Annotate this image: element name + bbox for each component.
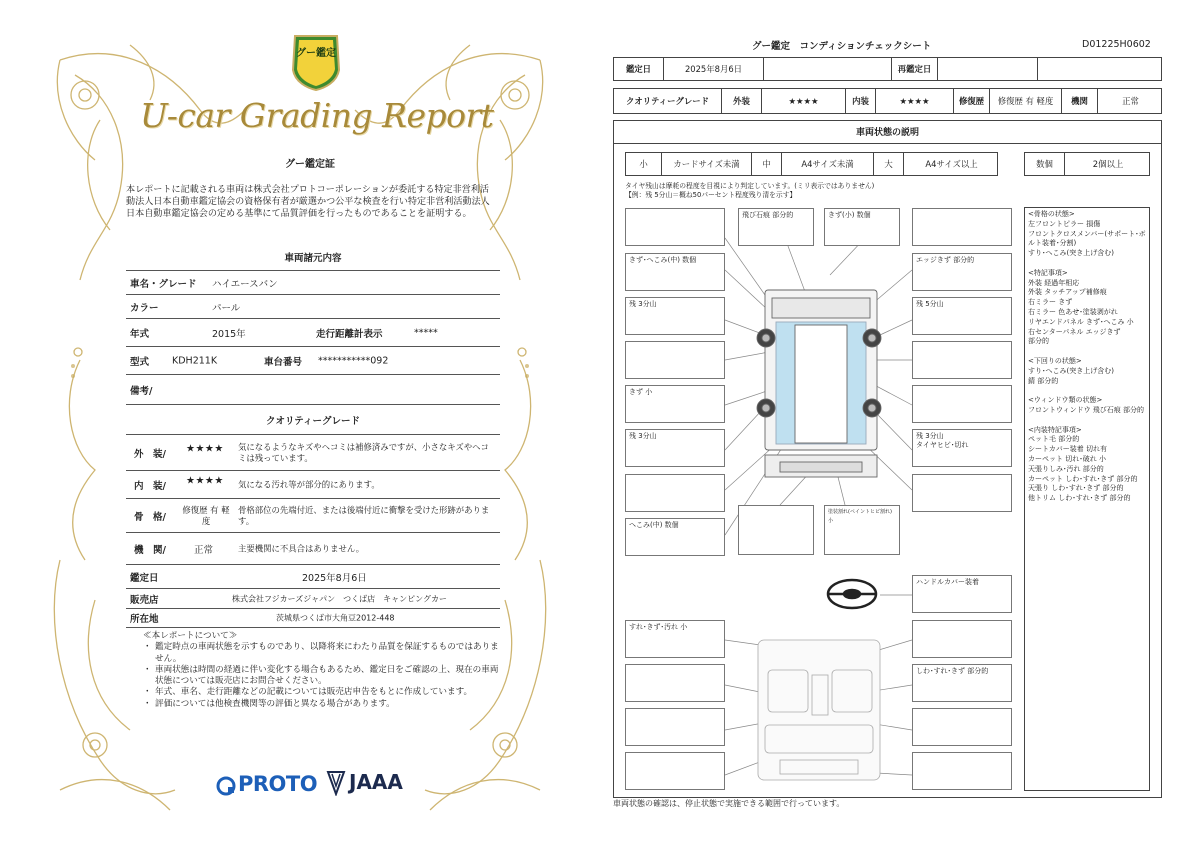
interior-box <box>625 708 725 746</box>
note-line: 天張り しわ･すれ･きず 部分的 <box>1028 484 1124 493</box>
sheet-redate-label: 再鑑定日 <box>892 58 938 80</box>
note-spacer <box>1028 347 1146 357</box>
grade-value: ★★★★ <box>186 475 224 487</box>
damage-box <box>912 341 1012 379</box>
remarks-label: 備考/ <box>130 385 153 397</box>
sheet-quality-row <box>613 88 1162 114</box>
proto-logo-text: PROTO <box>238 772 318 796</box>
note-line: 右ミラー 色あせ･塗装剥がれ <box>1028 307 1118 316</box>
year-value: 2015年 <box>212 328 246 340</box>
sheet-title: グー鑑定 コンディションチェックシート <box>752 41 932 52</box>
explain-title: 車両状態の説明 <box>613 120 1162 144</box>
goo-kantei-badge-icon <box>287 30 345 92</box>
date-value: 2025年8月6日 <box>302 572 367 584</box>
grade-desc: 主要機関に不具合はありません。 <box>238 543 365 553</box>
report-notes <box>143 631 503 710</box>
sheet-date-row <box>613 57 1162 81</box>
sheet-footer: 車両状態の確認は、停止状態で実施できる範囲で行っています。 <box>613 799 845 808</box>
grade-label: 外 装/ <box>134 448 166 460</box>
note-line: カーペット しわ･すれ･きず 部分的 <box>1028 474 1138 483</box>
tire-box-left-rear: 残 3分山 <box>625 429 725 467</box>
grade-desc: 気になる汚れ等が部分的にあります。 <box>238 479 380 489</box>
sheet-blank-cell <box>764 58 892 80</box>
spec-title: 車両諸元内容 <box>284 253 342 264</box>
damage-box <box>738 505 814 555</box>
jaaa-logo-text: JAAA <box>349 770 403 794</box>
note-line: リヤエンドパネル きず･へこみ 小 <box>1028 317 1134 326</box>
count-label: 数個 <box>1025 153 1065 175</box>
note-line: 外装 タッチアップ補修痕 <box>1028 288 1107 297</box>
spec-row-remarks <box>126 374 500 404</box>
spec-row-model <box>126 346 500 374</box>
sheet-repair-value: 修復歴 有 軽度 <box>990 89 1062 113</box>
grade-value: 修復歴 有 軽度 <box>182 504 230 526</box>
spec-row-name <box>126 270 500 294</box>
quality-title-row <box>126 404 500 434</box>
note-line: すり･へこみ(突き上げ含む) <box>1028 366 1114 375</box>
grade-label: 機 関/ <box>134 544 166 556</box>
tire-note-1: タイヤ残山は摩耗の程度を目視により判定しています。(ミリ表示ではありません) <box>625 182 875 190</box>
address-row <box>126 608 500 628</box>
grade-row-frame <box>126 498 500 532</box>
chassis-value: ***********092 <box>318 355 389 366</box>
note-item: ・ 鑑定時点の車両状態を示すものであり、以降将来にわたり品質を保証するものではありません。 <box>143 642 503 665</box>
damage-box-right-1: エッジきず 部分的 <box>912 253 1012 291</box>
grade-row-interior <box>126 470 500 498</box>
interior-box <box>912 752 1012 790</box>
damage-box <box>625 208 725 246</box>
color-label: カラー <box>130 302 159 314</box>
tire-box-right-front: 残 5分山 <box>912 297 1012 335</box>
note-line: ペット毛 部分的 <box>1028 435 1080 444</box>
script-title: U-car Grading Report <box>140 96 494 135</box>
damage-box-top-2: きず(小) 数個 <box>824 208 900 246</box>
legend-small: 小 <box>626 153 662 175</box>
grade-value: 正常 <box>194 544 214 556</box>
interior-box <box>912 620 1012 658</box>
note-line: 錆 部分的 <box>1028 376 1059 385</box>
interior-box-right-2: しわ･すれ･きず 部分的 <box>912 664 1012 702</box>
steering-wheel-icon <box>828 580 876 608</box>
sheet-ext-label: 外装 <box>722 89 762 113</box>
van-top-view <box>757 290 881 477</box>
interior-top-view <box>758 640 880 780</box>
damage-box-left-7: へこみ(中) 数個 <box>625 518 725 556</box>
jaaa-logo-icon <box>326 770 346 796</box>
mileage-value: ***** <box>414 327 438 338</box>
damage-box <box>912 385 1012 423</box>
note-line: 天張りしみ･汚れ 部分的 <box>1028 464 1104 473</box>
sheet-engine-label: 機関 <box>1062 89 1098 113</box>
note-line: ルト装着･分割) <box>1028 239 1077 248</box>
grade-label: 内 装/ <box>134 480 166 492</box>
mileage-label: 走行距離計表示 <box>316 328 383 340</box>
damage-box-left-1: きず･へこみ(中) 数個 <box>625 253 725 291</box>
date-row <box>126 564 500 588</box>
note-spacer <box>1028 259 1146 269</box>
sheet-blank-cell <box>1038 58 1163 80</box>
spec-row-year <box>126 318 500 346</box>
note-line: 外装 経過年相応 <box>1028 278 1080 287</box>
damage-box <box>625 474 725 512</box>
date-label: 鑑定日 <box>130 572 159 584</box>
spec-row-color <box>126 294 500 318</box>
tire-box-right-rear: 残 3分山 タイヤヒビ･切れ <box>912 429 1012 467</box>
note-line: <下回りの状態> <box>1028 356 1082 365</box>
interior-box <box>625 752 725 790</box>
badge-text: グー鑑定 <box>296 48 336 59</box>
sheet-date-label: 鑑定日 <box>614 58 664 80</box>
note-item: ・ 評価については他検査機関等の評価と異なる場合があります。 <box>143 699 503 710</box>
grade-value: ★★★★ <box>186 443 224 455</box>
note-line: 部分的 <box>1028 337 1049 346</box>
damage-box-top-1: 飛び石痕 部分的 <box>738 208 814 246</box>
grade-row-engine <box>126 532 500 564</box>
note-line: 他トリム しわ･すれ･きず 部分的 <box>1028 494 1131 503</box>
dealer-label: 販売店 <box>130 594 159 606</box>
note-line: シートカバー装着 切れ有 <box>1028 445 1108 454</box>
note-line: <特記事項> <box>1028 268 1068 277</box>
name-value: ハイエースバン <box>212 278 278 290</box>
grade-label: 骨 格/ <box>134 511 166 523</box>
dealer-row <box>126 588 500 608</box>
sheet-date-value: 2025年8月6日 <box>664 58 764 80</box>
legend-large: 大 <box>874 153 904 175</box>
certificate-intro: 本レポートに記載される車両は株式会社プロトコーポレーションが委託する特定非営利活動法人日本自動車鑑定協会の資格保有者が厳選かつ公平な検査を行い特定非営利活動法人日本自動車鑑定協会の定める基準にて品質評価を行ったものであることを証明する。 <box>126 185 490 219</box>
tire-note-2: 【例：残 5分山＝概ね50パーセント程度残り清を示す】 <box>625 191 797 199</box>
year-label: 年式 <box>130 328 150 340</box>
sheet-int-label: 内装 <box>846 89 876 113</box>
note-line: <内装特記事項> <box>1028 425 1082 434</box>
count-value: 2個以上 <box>1092 159 1124 169</box>
legend-large-desc: A4サイズ以上 <box>925 159 978 169</box>
damage-box <box>625 341 725 379</box>
sheet-engine-value: 正常 <box>1122 96 1139 106</box>
legend-medium-desc: A4サイズ未満 <box>782 153 874 175</box>
grade-desc: 骨格部位の先端付近、または後端付近に衝撃を受けた形跡があります。 <box>238 504 490 526</box>
notes-title: ≪本レポートについて≫ <box>143 631 238 641</box>
note-line: <ウィンドウ類の状態> <box>1028 396 1103 405</box>
address-value: 茨城県つくば市大角豆2012-448 <box>276 613 395 623</box>
address-label: 所在地 <box>130 614 159 625</box>
sheet-doc-id: D01225H0602 <box>1082 39 1151 50</box>
legend-medium: 中 <box>752 153 782 175</box>
sheet-int-value: ★★★★ <box>876 89 954 113</box>
damage-box <box>912 208 1012 246</box>
damage-box-bottom-3: 塗装割れ(ペイントヒビ割れ) 小 <box>824 505 900 555</box>
note-spacer <box>1028 386 1146 396</box>
model-value: KDH211K <box>172 355 218 366</box>
grade-desc: 気になるようなキズやヘコミは補修済みですが、小さなキズやヘコミは残っています。 <box>238 441 489 463</box>
note-line: カーペット 切れ･破れ 小 <box>1028 454 1106 463</box>
color-value: パール <box>212 302 241 314</box>
note-line: 左フロントピラー 損傷 <box>1028 219 1101 228</box>
note-line: <骨格の状態> <box>1028 210 1075 218</box>
note-item: ・ 車両状態は時間の経過に伴い変化する場合もあるため、鑑定日をご確認の上、現在の車両状態については販売店にお問合せください。 <box>143 665 503 688</box>
note-line: フロントウィンドウ 飛び石痕 部分的 <box>1028 405 1145 414</box>
sheet-ext-value: ★★★★ <box>762 89 846 113</box>
chassis-label: 車台番号 <box>264 356 303 368</box>
condition-notes-list <box>1024 207 1150 791</box>
interior-box <box>912 708 1012 746</box>
note-line: 右センターパネル エッジきず <box>1028 327 1121 336</box>
note-line: すり･へこみ(突き上げ含む) <box>1028 249 1114 258</box>
sheet-quality-label: クオリティーグレード <box>614 89 722 113</box>
model-label: 型式 <box>130 356 150 368</box>
damage-box-left-4: きず 小 <box>625 385 725 423</box>
note-item: ・ 年式、車名、走行距離などの記載については販売店申告をもとに作成しています。 <box>143 687 503 698</box>
grade-row-exterior <box>126 434 500 470</box>
note-spacer <box>1028 416 1146 426</box>
note-line: フロントクロスメンバー(サポート･ボ <box>1028 229 1146 238</box>
tire-box-left-front: 残 3分山 <box>625 297 725 335</box>
sheet-redate-value <box>938 58 1038 80</box>
dealer-value: 株式会社フジカーズジャパン つくば店 キャンピングカー <box>232 594 447 603</box>
name-label: 車名・グレード <box>130 278 197 290</box>
quality-title: クオリティーグレード <box>265 415 361 427</box>
note-line: 右ミラー きず <box>1028 298 1073 307</box>
steering-box: ハンドルカバー装着 <box>912 575 1012 613</box>
sheet-repair-label: 修復歴 <box>954 89 990 113</box>
legend-small-desc: カードサイズ未満 <box>662 153 752 175</box>
count-legend <box>1024 152 1150 176</box>
size-legend <box>625 152 998 176</box>
damage-box <box>912 474 1012 512</box>
interior-box-left-1: すれ･きず･汚れ 小 <box>625 620 725 658</box>
proto-logo-icon <box>216 776 238 796</box>
interior-box <box>625 664 725 702</box>
certificate-title: グー鑑定証 <box>285 159 335 170</box>
